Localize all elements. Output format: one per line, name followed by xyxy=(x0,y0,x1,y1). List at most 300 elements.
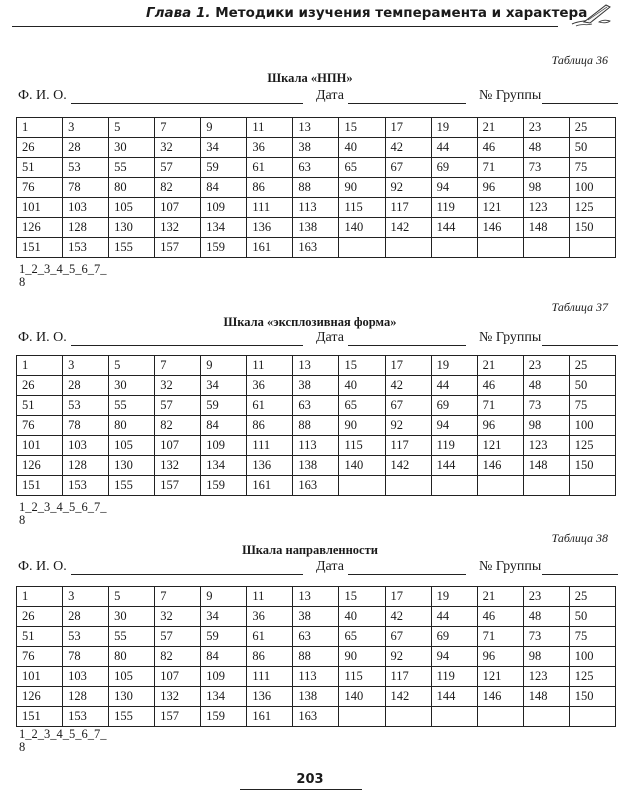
table-cell[interactable]: 146 xyxy=(477,456,523,476)
table-cell[interactable]: 142 xyxy=(385,687,431,707)
table-cell[interactable]: 88 xyxy=(293,178,339,198)
table-cell[interactable]: 90 xyxy=(339,647,385,667)
table-cell[interactable]: 111 xyxy=(247,667,293,687)
table-cell[interactable] xyxy=(523,707,569,727)
table-cell[interactable]: 73 xyxy=(523,396,569,416)
table-cell[interactable]: 84 xyxy=(201,647,247,667)
table-cell[interactable]: 109 xyxy=(201,198,247,218)
table-cell[interactable]: 25 xyxy=(569,587,615,607)
table-cell[interactable]: 148 xyxy=(523,687,569,707)
table-cell[interactable]: 121 xyxy=(477,198,523,218)
table-cell[interactable]: 163 xyxy=(293,476,339,496)
table-cell[interactable]: 128 xyxy=(63,456,109,476)
table-cell[interactable]: 128 xyxy=(63,218,109,238)
chapter-title xyxy=(146,5,587,21)
table-cell[interactable]: 5 xyxy=(109,118,155,138)
table-cell[interactable]: 67 xyxy=(385,627,431,647)
table-cell[interactable]: 76 xyxy=(17,178,63,198)
table-cell[interactable]: 38 xyxy=(293,138,339,158)
table-cell[interactable]: 119 xyxy=(431,198,477,218)
table-cell[interactable]: 67 xyxy=(385,396,431,416)
table-cell[interactable]: 159 xyxy=(201,476,247,496)
table-cell[interactable]: 76 xyxy=(17,416,63,436)
table-cell[interactable]: 71 xyxy=(477,396,523,416)
table-cell[interactable]: 34 xyxy=(201,138,247,158)
table-cell[interactable]: 119 xyxy=(431,436,477,456)
table-cell[interactable]: 7 xyxy=(155,356,201,376)
table-cell[interactable]: 103 xyxy=(63,667,109,687)
table-cell[interactable]: 151 xyxy=(17,707,63,727)
table-cell[interactable]: 32 xyxy=(155,376,201,396)
table-cell[interactable]: 13 xyxy=(293,587,339,607)
table-cell[interactable]: 57 xyxy=(155,158,201,178)
table-cell[interactable]: 65 xyxy=(339,627,385,647)
table-cell[interactable]: 126 xyxy=(17,687,63,707)
table-cell[interactable]: 19 xyxy=(431,356,477,376)
fio-field[interactable] xyxy=(71,574,303,575)
date-field[interactable] xyxy=(348,345,466,346)
table-cell[interactable]: 117 xyxy=(385,667,431,687)
table-cell[interactable]: 140 xyxy=(339,218,385,238)
table-cell[interactable]: 36 xyxy=(247,607,293,627)
table-cell[interactable]: 86 xyxy=(247,647,293,667)
table-cell[interactable]: 80 xyxy=(109,647,155,667)
table-cell[interactable]: 151 xyxy=(17,476,63,496)
table-cell[interactable]: 98 xyxy=(523,647,569,667)
table-cell[interactable]: 23 xyxy=(523,118,569,138)
table-cell[interactable]: 76 xyxy=(17,647,63,667)
table-cell[interactable]: 42 xyxy=(385,138,431,158)
table-cell[interactable]: 7 xyxy=(155,587,201,607)
table-cell[interactable]: 150 xyxy=(569,456,615,476)
table-cell[interactable]: 94 xyxy=(431,416,477,436)
table-cell[interactable]: 144 xyxy=(431,218,477,238)
table-cell[interactable]: 34 xyxy=(201,607,247,627)
table-cell[interactable]: 96 xyxy=(477,178,523,198)
table-cell[interactable]: 84 xyxy=(201,416,247,436)
table-cell[interactable]: 13 xyxy=(293,118,339,138)
table-cell[interactable]: 159 xyxy=(201,707,247,727)
table-cell[interactable]: 92 xyxy=(385,416,431,436)
table-cell[interactable]: 38 xyxy=(293,376,339,396)
table-cell[interactable]: 132 xyxy=(155,218,201,238)
table-row xyxy=(17,416,616,436)
table-cell[interactable]: 117 xyxy=(385,436,431,456)
table-cell[interactable]: 11 xyxy=(247,356,293,376)
table-cell[interactable]: 40 xyxy=(339,607,385,627)
group-label: № Группы xyxy=(479,330,542,345)
table-cell[interactable]: 9 xyxy=(201,587,247,607)
table-cell[interactable]: 50 xyxy=(569,607,615,627)
fio-field[interactable] xyxy=(71,345,303,346)
table-cell[interactable]: 157 xyxy=(155,238,201,258)
table-cell[interactable]: 140 xyxy=(339,687,385,707)
table-cell[interactable]: 148 xyxy=(523,456,569,476)
table-cell[interactable]: 150 xyxy=(569,218,615,238)
table-cell[interactable]: 53 xyxy=(63,627,109,647)
table-row xyxy=(17,356,616,376)
table-cell[interactable]: 71 xyxy=(477,627,523,647)
table-cell[interactable]: 78 xyxy=(63,647,109,667)
table-cell[interactable]: 51 xyxy=(17,158,63,178)
table-cell[interactable]: 126 xyxy=(17,218,63,238)
table-cell[interactable]: 71 xyxy=(477,158,523,178)
table-cell[interactable]: 90 xyxy=(339,178,385,198)
header-rule xyxy=(12,26,558,27)
table-cell[interactable]: 123 xyxy=(523,436,569,456)
table-cell[interactable]: 153 xyxy=(63,476,109,496)
table-cell[interactable]: 26 xyxy=(17,138,63,158)
table-cell[interactable]: 161 xyxy=(247,707,293,727)
table-cell[interactable]: 134 xyxy=(201,687,247,707)
table-cell[interactable] xyxy=(477,476,523,496)
table-cell[interactable]: 3 xyxy=(63,118,109,138)
table-cell[interactable]: 119 xyxy=(431,667,477,687)
table-cell[interactable]: 125 xyxy=(569,436,615,456)
table-cell[interactable]: 107 xyxy=(155,198,201,218)
table-cell[interactable]: 157 xyxy=(155,707,201,727)
table-cell[interactable] xyxy=(339,238,385,258)
table-cell[interactable]: 132 xyxy=(155,456,201,476)
table-cell[interactable]: 11 xyxy=(247,118,293,138)
table-cell[interactable]: 15 xyxy=(339,118,385,138)
table-cell[interactable]: 105 xyxy=(109,436,155,456)
table-cell[interactable]: 69 xyxy=(431,627,477,647)
table-cell[interactable] xyxy=(339,707,385,727)
table-cell[interactable]: 103 xyxy=(63,436,109,456)
table-cell[interactable]: 38 xyxy=(293,607,339,627)
table-cell[interactable]: 115 xyxy=(339,198,385,218)
date-field[interactable] xyxy=(348,103,466,104)
table-cell[interactable]: 161 xyxy=(247,238,293,258)
table-cell[interactable]: 9 xyxy=(201,356,247,376)
table-cell[interactable]: 94 xyxy=(431,647,477,667)
table-cell[interactable]: 44 xyxy=(431,607,477,627)
table-cell[interactable]: 48 xyxy=(523,138,569,158)
table-cell[interactable]: 136 xyxy=(247,456,293,476)
table-cell[interactable]: 17 xyxy=(385,356,431,376)
table-cell[interactable]: 78 xyxy=(63,416,109,436)
table-cell[interactable]: 140 xyxy=(339,456,385,476)
table-cell[interactable]: 80 xyxy=(109,178,155,198)
table-row xyxy=(17,707,616,727)
scale-title: Шкала «эксплозивная форма» xyxy=(223,315,397,329)
table-row xyxy=(17,218,616,238)
table-cell[interactable]: 46 xyxy=(477,138,523,158)
table-cell[interactable]: 36 xyxy=(247,138,293,158)
table-cell[interactable]: 63 xyxy=(293,158,339,178)
table-cell[interactable]: 57 xyxy=(155,396,201,416)
table-cell[interactable]: 67 xyxy=(385,158,431,178)
table-cell[interactable]: 111 xyxy=(247,198,293,218)
table-cell[interactable]: 123 xyxy=(523,198,569,218)
table-cell[interactable]: 11 xyxy=(247,587,293,607)
chapter-name: Методики изучения темперамента и характера xyxy=(215,5,588,21)
table-cell[interactable]: 48 xyxy=(523,607,569,627)
table-cell[interactable] xyxy=(569,476,615,496)
table-cell[interactable]: 44 xyxy=(431,138,477,158)
table-cell[interactable]: 63 xyxy=(293,627,339,647)
table-cell[interactable]: 144 xyxy=(431,456,477,476)
table-cell[interactable]: 61 xyxy=(247,158,293,178)
table-cell[interactable]: 1 xyxy=(17,356,63,376)
table-cell[interactable]: 132 xyxy=(155,687,201,707)
table-cell[interactable]: 61 xyxy=(247,396,293,416)
table-cell[interactable]: 57 xyxy=(155,627,201,647)
table-cell[interactable]: 146 xyxy=(477,687,523,707)
table-cell[interactable] xyxy=(477,707,523,727)
table-cell[interactable]: 1 xyxy=(17,118,63,138)
group-field[interactable] xyxy=(542,103,618,104)
table-cell[interactable]: 115 xyxy=(339,436,385,456)
table-cell[interactable] xyxy=(385,476,431,496)
table-cell[interactable] xyxy=(523,238,569,258)
table-cell[interactable]: 153 xyxy=(63,238,109,258)
table-cell[interactable]: 21 xyxy=(477,356,523,376)
table-cell[interactable]: 107 xyxy=(155,436,201,456)
table-cell[interactable]: 138 xyxy=(293,687,339,707)
table-cell[interactable]: 15 xyxy=(339,356,385,376)
table-cell[interactable] xyxy=(431,476,477,496)
table-cell[interactable]: 123 xyxy=(523,667,569,687)
table-cell[interactable]: 105 xyxy=(109,198,155,218)
table-cell[interactable]: 15 xyxy=(339,587,385,607)
table-cell[interactable]: 17 xyxy=(385,118,431,138)
table-cell[interactable]: 59 xyxy=(201,396,247,416)
table-cell[interactable]: 75 xyxy=(569,396,615,416)
table-cell[interactable]: 103 xyxy=(63,198,109,218)
table-cell[interactable]: 121 xyxy=(477,436,523,456)
table-cell[interactable]: 109 xyxy=(201,667,247,687)
table-cell[interactable]: 26 xyxy=(17,607,63,627)
table-cell[interactable]: 130 xyxy=(109,687,155,707)
table-cell[interactable]: 50 xyxy=(569,376,615,396)
table-cell[interactable]: 23 xyxy=(523,587,569,607)
table-cell[interactable]: 88 xyxy=(293,416,339,436)
table-cell[interactable]: 100 xyxy=(569,178,615,198)
table-cell[interactable]: 50 xyxy=(569,138,615,158)
table-cell[interactable]: 84 xyxy=(201,178,247,198)
table-cell[interactable]: 107 xyxy=(155,667,201,687)
table-cell[interactable]: 55 xyxy=(109,627,155,647)
table-cell[interactable]: 126 xyxy=(17,456,63,476)
table-cell[interactable]: 101 xyxy=(17,436,63,456)
table-cell[interactable]: 101 xyxy=(17,667,63,687)
table-cell[interactable]: 100 xyxy=(569,647,615,667)
table-cell[interactable]: 51 xyxy=(17,396,63,416)
table-cell[interactable]: 153 xyxy=(63,707,109,727)
table-cell[interactable]: 146 xyxy=(477,218,523,238)
table-cell[interactable]: 25 xyxy=(569,356,615,376)
table-cell[interactable] xyxy=(431,238,477,258)
table-cell[interactable]: 144 xyxy=(431,687,477,707)
table-cell[interactable]: 36 xyxy=(247,376,293,396)
table-cell[interactable]: 21 xyxy=(477,587,523,607)
date-label: Дата xyxy=(316,559,344,574)
table-cell[interactable]: 155 xyxy=(109,707,155,727)
table-cell[interactable]: 5 xyxy=(109,587,155,607)
table-cell[interactable]: 42 xyxy=(385,607,431,627)
table-cell[interactable]: 155 xyxy=(109,238,155,258)
table-cell[interactable]: 148 xyxy=(523,218,569,238)
table-cell[interactable] xyxy=(339,476,385,496)
table-cell[interactable]: 151 xyxy=(17,238,63,258)
table-row xyxy=(17,607,616,627)
group-field[interactable] xyxy=(542,345,618,346)
table-cell[interactable]: 34 xyxy=(201,376,247,396)
table-cell[interactable]: 53 xyxy=(63,158,109,178)
table-cell[interactable]: 136 xyxy=(247,218,293,238)
table-cell[interactable]: 150 xyxy=(569,687,615,707)
table-cell[interactable]: 25 xyxy=(569,118,615,138)
quill-pen-icon xyxy=(566,2,616,28)
table-cell[interactable]: 61 xyxy=(247,627,293,647)
table-cell[interactable]: 113 xyxy=(293,198,339,218)
table-cell[interactable]: 28 xyxy=(63,138,109,158)
table-cell[interactable]: 51 xyxy=(17,627,63,647)
table-cell[interactable]: 73 xyxy=(523,158,569,178)
table-cell[interactable]: 92 xyxy=(385,178,431,198)
table-cell[interactable] xyxy=(385,238,431,258)
table-cell[interactable]: 163 xyxy=(293,238,339,258)
table-row xyxy=(17,436,616,456)
table-cell[interactable]: 32 xyxy=(155,138,201,158)
table-row xyxy=(17,627,616,647)
table-cell[interactable]: 73 xyxy=(523,627,569,647)
table-cell[interactable]: 9 xyxy=(201,118,247,138)
table-cell[interactable]: 142 xyxy=(385,456,431,476)
table-cell[interactable]: 88 xyxy=(293,647,339,667)
table-cell[interactable]: 159 xyxy=(201,238,247,258)
table-cell[interactable]: 157 xyxy=(155,476,201,496)
table-cell[interactable]: 30 xyxy=(109,607,155,627)
table-cell[interactable]: 82 xyxy=(155,178,201,198)
table-cell[interactable]: 90 xyxy=(339,416,385,436)
table-cell[interactable]: 96 xyxy=(477,416,523,436)
table-cell[interactable]: 13 xyxy=(293,356,339,376)
table-cell[interactable]: 3 xyxy=(63,356,109,376)
table-cell[interactable]: 30 xyxy=(109,138,155,158)
table-cell[interactable]: 63 xyxy=(293,396,339,416)
table-cell[interactable]: 92 xyxy=(385,647,431,667)
table-cell[interactable]: 142 xyxy=(385,218,431,238)
table-cell[interactable]: 3 xyxy=(63,587,109,607)
table-cell[interactable]: 100 xyxy=(569,416,615,436)
table-cell[interactable]: 82 xyxy=(155,647,201,667)
table-cell[interactable]: 125 xyxy=(569,667,615,687)
table-cell[interactable]: 59 xyxy=(201,627,247,647)
table-cell[interactable]: 117 xyxy=(385,198,431,218)
table-cell[interactable]: 113 xyxy=(293,667,339,687)
fio-label: Ф. И. О. xyxy=(18,559,67,574)
table-cell[interactable]: 113 xyxy=(293,436,339,456)
table-cell[interactable]: 69 xyxy=(431,396,477,416)
group-field[interactable] xyxy=(542,574,618,575)
table-cell[interactable]: 30 xyxy=(109,376,155,396)
table-cell[interactable]: 53 xyxy=(63,396,109,416)
table-cell[interactable]: 134 xyxy=(201,456,247,476)
table-cell[interactable]: 23 xyxy=(523,356,569,376)
table-cell[interactable]: 17 xyxy=(385,587,431,607)
table-cell[interactable]: 130 xyxy=(109,218,155,238)
table-cell[interactable]: 98 xyxy=(523,416,569,436)
table-cell[interactable] xyxy=(385,707,431,727)
table-cell[interactable]: 59 xyxy=(201,158,247,178)
table-cell[interactable]: 44 xyxy=(431,376,477,396)
table-cell[interactable]: 75 xyxy=(569,627,615,647)
table-cell[interactable]: 101 xyxy=(17,198,63,218)
table-cell[interactable] xyxy=(477,238,523,258)
table-cell[interactable] xyxy=(431,707,477,727)
fio-label: Ф. И. О. xyxy=(18,330,67,345)
table-cell[interactable]: 75 xyxy=(569,158,615,178)
table-cell[interactable]: 21 xyxy=(477,118,523,138)
table-cell[interactable] xyxy=(569,238,615,258)
table-cell[interactable]: 128 xyxy=(63,687,109,707)
table-cell[interactable] xyxy=(523,476,569,496)
table-cell[interactable]: 28 xyxy=(63,376,109,396)
table-cell[interactable]: 1 xyxy=(17,587,63,607)
table-cell[interactable]: 26 xyxy=(17,376,63,396)
table-cell[interactable] xyxy=(569,707,615,727)
table-cell[interactable]: 42 xyxy=(385,376,431,396)
table-cell[interactable]: 163 xyxy=(293,707,339,727)
table-cell[interactable]: 130 xyxy=(109,456,155,476)
table-cell[interactable]: 80 xyxy=(109,416,155,436)
table-cell[interactable]: 115 xyxy=(339,667,385,687)
table-cell[interactable]: 28 xyxy=(63,607,109,627)
table-cell[interactable]: 94 xyxy=(431,178,477,198)
table-cell[interactable]: 40 xyxy=(339,138,385,158)
table-cell[interactable]: 138 xyxy=(293,218,339,238)
table-cell[interactable]: 86 xyxy=(247,178,293,198)
answer-last: 8 xyxy=(19,513,26,527)
table-cell[interactable]: 69 xyxy=(431,158,477,178)
table-cell[interactable]: 46 xyxy=(477,376,523,396)
table-cell[interactable]: 109 xyxy=(201,436,247,456)
running-header xyxy=(0,0,620,32)
table-cell[interactable]: 155 xyxy=(109,476,155,496)
table-cell[interactable]: 78 xyxy=(63,178,109,198)
table-cell[interactable]: 111 xyxy=(247,436,293,456)
table-cell[interactable]: 5 xyxy=(109,356,155,376)
table-cell[interactable]: 138 xyxy=(293,456,339,476)
table-cell[interactable]: 65 xyxy=(339,158,385,178)
table-cell[interactable]: 55 xyxy=(109,158,155,178)
table-cell[interactable]: 98 xyxy=(523,178,569,198)
table-cell[interactable]: 125 xyxy=(569,198,615,218)
table-cell[interactable]: 7 xyxy=(155,118,201,138)
table-cell[interactable]: 86 xyxy=(247,416,293,436)
table-cell[interactable]: 55 xyxy=(109,396,155,416)
table-cell[interactable]: 105 xyxy=(109,667,155,687)
table-cell[interactable]: 96 xyxy=(477,647,523,667)
table-cell[interactable]: 65 xyxy=(339,396,385,416)
fio-field[interactable] xyxy=(71,103,303,104)
table-cell[interactable]: 48 xyxy=(523,376,569,396)
table-cell[interactable]: 161 xyxy=(247,476,293,496)
table-cell[interactable]: 32 xyxy=(155,607,201,627)
table-cell[interactable]: 19 xyxy=(431,118,477,138)
table-cell[interactable]: 134 xyxy=(201,218,247,238)
date-field[interactable] xyxy=(348,574,466,575)
table-cell[interactable]: 46 xyxy=(477,607,523,627)
table-cell[interactable]: 136 xyxy=(247,687,293,707)
table-cell[interactable]: 82 xyxy=(155,416,201,436)
table-cell[interactable]: 19 xyxy=(431,587,477,607)
table-cell[interactable]: 121 xyxy=(477,667,523,687)
table-cell[interactable]: 40 xyxy=(339,376,385,396)
